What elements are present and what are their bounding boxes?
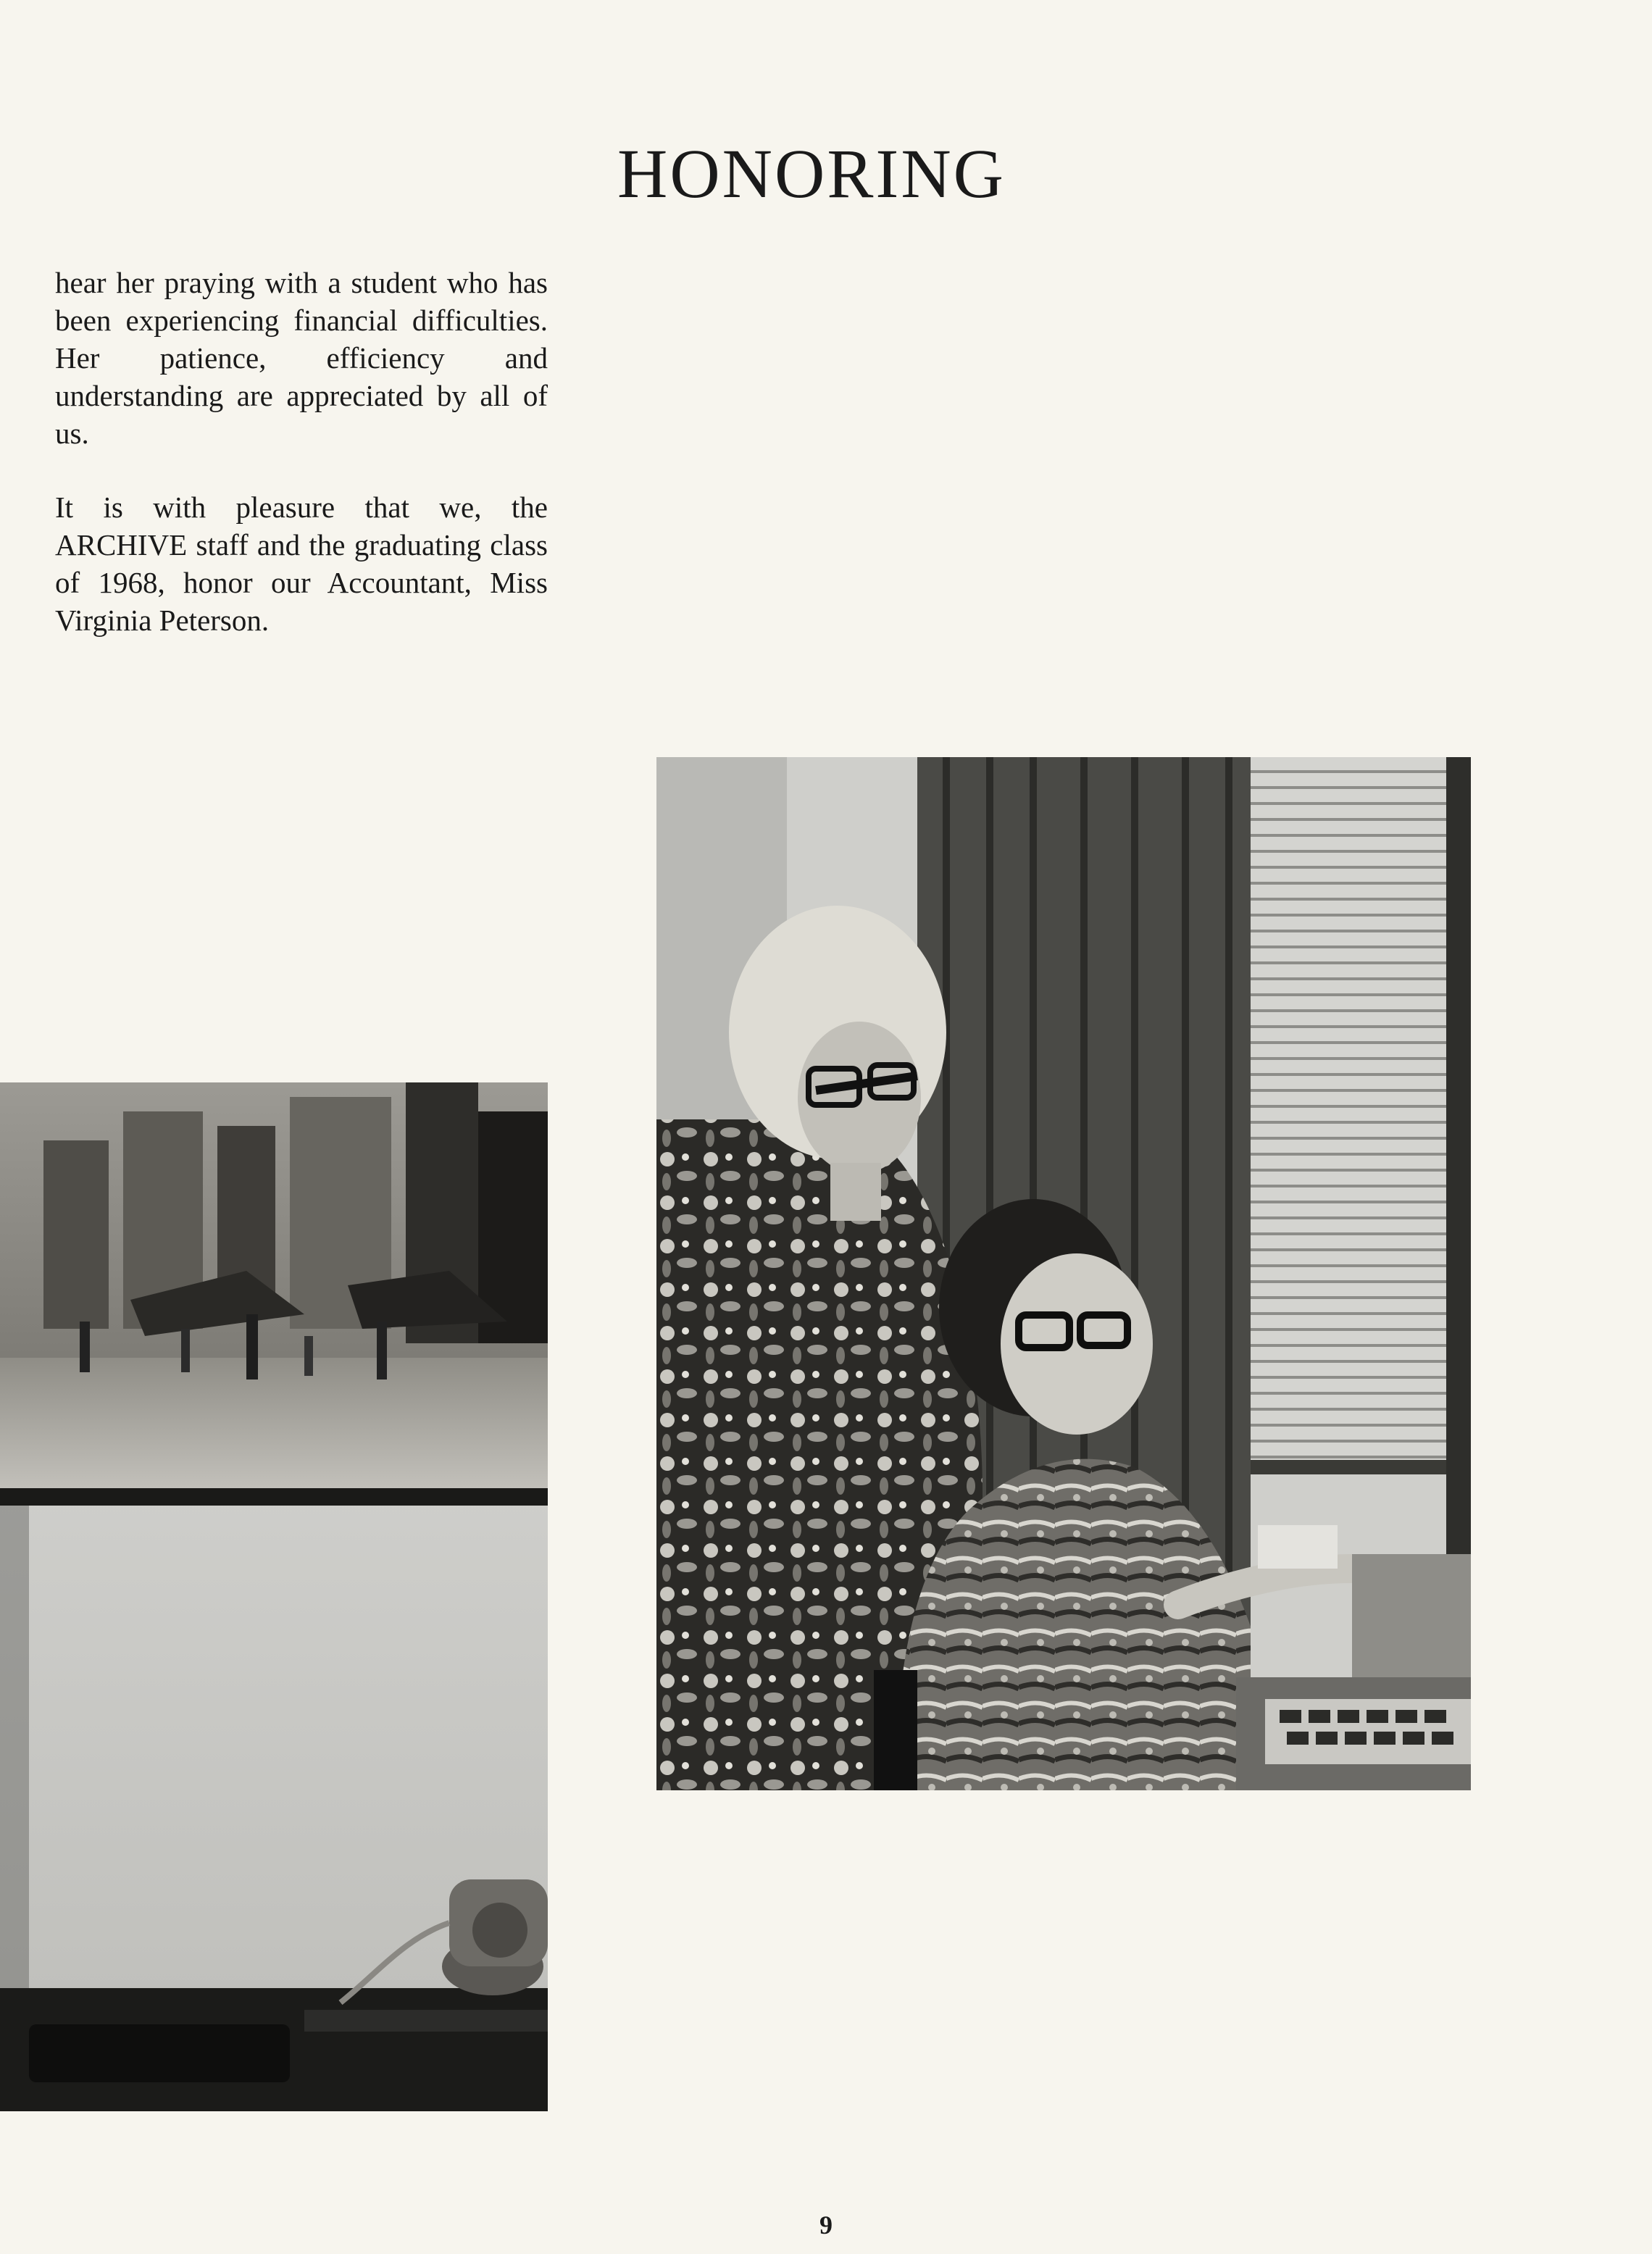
office-painting-photo bbox=[0, 1082, 548, 2111]
page-number: 9 bbox=[819, 2211, 833, 2240]
body-paragraph-1: hear her praying with a student who has been experiencing financial difficulties. Her patience, efficiency and understanding are appreciated by all of us. bbox=[55, 266, 548, 450]
page-heading: HONORING bbox=[617, 135, 1006, 212]
accountant-office-photo bbox=[656, 757, 1471, 1790]
body-paragraph-2: It is with pleasure that we, the ARCHIVE staff and the graduating class of 1968, honor our Accountant, Miss Virginia Peterson. bbox=[55, 491, 548, 637]
